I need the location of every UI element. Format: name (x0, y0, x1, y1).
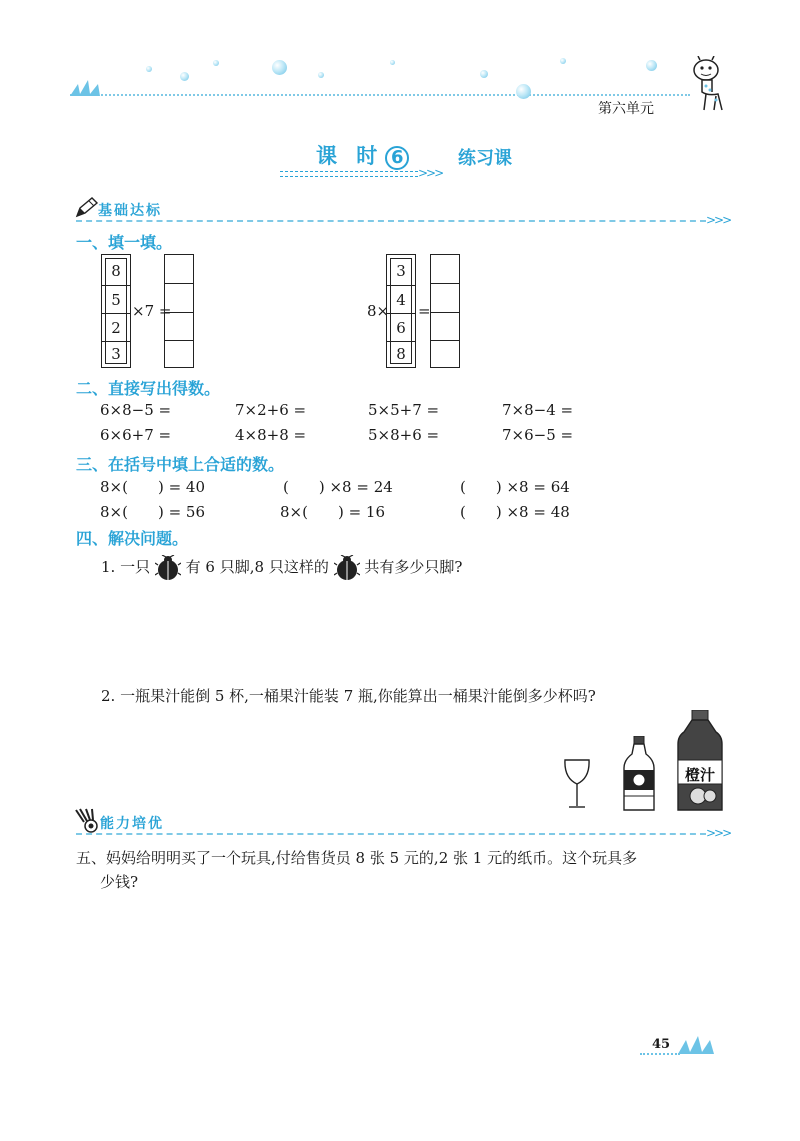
lesson-number: 6 (385, 146, 409, 170)
ladybug-icon (334, 555, 360, 581)
section-label-advanced: 能力培优 (100, 816, 164, 832)
fill-blank-expression[interactable]: 8×( ) = 16 (280, 503, 386, 521)
q1-heading: 一、填一填。 (76, 233, 173, 252)
wine-glass-icon (562, 758, 592, 810)
expression: 6×8−5 = (100, 401, 172, 419)
ladybug-icon (155, 555, 181, 581)
bubble (480, 70, 488, 78)
bubble (213, 60, 219, 66)
problem-2: 2. 一瓶果汁能倒 5 杯,一桶果汁能装 7 瓶,你能算出一桶果汁能倒多少杯吗? (101, 687, 596, 705)
number-cell: 3 (396, 262, 406, 280)
expression: 7×8−4 = (502, 401, 574, 419)
bubble (146, 66, 152, 72)
bubble (516, 84, 531, 99)
answer-cell[interactable] (431, 255, 459, 283)
bubble (560, 58, 566, 64)
fill-blank-expression[interactable]: 8×( ) = 40 (100, 478, 206, 496)
multiply-by-7: ×7 = (132, 302, 172, 320)
expression: 5×5+7 = (368, 401, 440, 419)
juice-barrel-icon (676, 710, 724, 812)
q2-heading: 二、直接写出得数。 (76, 379, 221, 398)
bubble (390, 60, 395, 65)
title-rule (280, 171, 418, 172)
page-number: 45 (652, 1037, 671, 1052)
juice-bottle-icon (622, 736, 656, 812)
fill-blank-expression[interactable]: ( ) ×8 = 24 (283, 478, 393, 496)
expression: 4×8+8 = (235, 426, 307, 444)
section-rule (76, 833, 706, 835)
fill-blank-expression[interactable]: ( ) ×8 = 48 (460, 503, 570, 521)
problem-1-part-c: 共有多少只脚? (364, 558, 463, 576)
medal-icon (74, 808, 102, 834)
problem-1-part-b: 有 6 只脚,8 只这样的 (185, 558, 329, 576)
section-chevrons: >>> (706, 213, 731, 227)
lesson-prefix: 课 时 (316, 144, 384, 168)
expression: 7×2+6 = (235, 401, 307, 419)
barrel-label: 橙汁 (684, 766, 715, 784)
number-cell: 8 (387, 341, 415, 366)
answer-cell[interactable] (165, 283, 193, 312)
number-cell: 4 (387, 285, 415, 313)
multiplier-column-right (386, 254, 416, 368)
lesson-name: 练习课 (458, 148, 512, 169)
answer-cell[interactable] (165, 340, 193, 367)
number-cell: 8 (111, 262, 121, 280)
equals-sign: = (418, 302, 431, 320)
section-rule (76, 220, 706, 222)
multiplier-column-left (101, 254, 131, 368)
q3-heading: 三、在括号中填上合适的数。 (76, 455, 285, 474)
multiply-by-8-prefix: 8× (367, 302, 390, 320)
q5-line-1 (76, 847, 637, 868)
answer-cell[interactable] (165, 312, 193, 340)
number-cell: 5 (102, 285, 130, 313)
section-label-basic: 基础达标 (98, 203, 162, 219)
bubble (646, 60, 657, 71)
number-cell: 2 (102, 313, 130, 341)
header-dotted-line (70, 94, 690, 96)
footer-dots (640, 1053, 680, 1055)
lesson-title (316, 140, 409, 170)
section-chevrons: >>> (706, 826, 731, 840)
number-cell: 3 (102, 341, 130, 366)
fill-blank-expression[interactable]: 8×( ) = 56 (100, 503, 206, 521)
number-cell: 6 (387, 313, 415, 341)
problem-1-part-a: 1. 一只 (101, 558, 151, 576)
answer-column-right[interactable] (430, 254, 460, 368)
answer-column-left[interactable] (164, 254, 194, 368)
answer-cell[interactable] (431, 312, 459, 340)
bubble (272, 60, 287, 75)
grass-decoration-icon (676, 1034, 720, 1056)
answer-cell[interactable] (431, 283, 459, 312)
title-rule (280, 176, 418, 177)
pencil-icon (74, 196, 100, 220)
expression: 6×6+7 = (100, 426, 172, 444)
unit-label: 第六单元 (598, 101, 654, 117)
fill-blank-expression[interactable]: ( ) ×8 = 64 (460, 478, 570, 496)
q4-heading: 四、解决问题。 (76, 529, 189, 548)
expression: 5×8+6 = (368, 426, 440, 444)
answer-cell[interactable] (431, 340, 459, 367)
expression: 7×6−5 = (502, 426, 574, 444)
q5-line-2: 少钱? (100, 873, 139, 891)
title-chevrons: >>> (418, 166, 443, 180)
bubble (318, 72, 324, 78)
grass-decoration-icon (68, 78, 108, 98)
answer-cell[interactable] (165, 255, 193, 283)
giraffe-icon (688, 56, 730, 114)
problem-1 (101, 555, 462, 581)
q5-text: 五、妈妈给明明买了一个玩具,付给售货员 8 张 5 元的,2 张 1 元的纸币。这个玩具多 (76, 849, 638, 867)
bubble (180, 72, 189, 81)
